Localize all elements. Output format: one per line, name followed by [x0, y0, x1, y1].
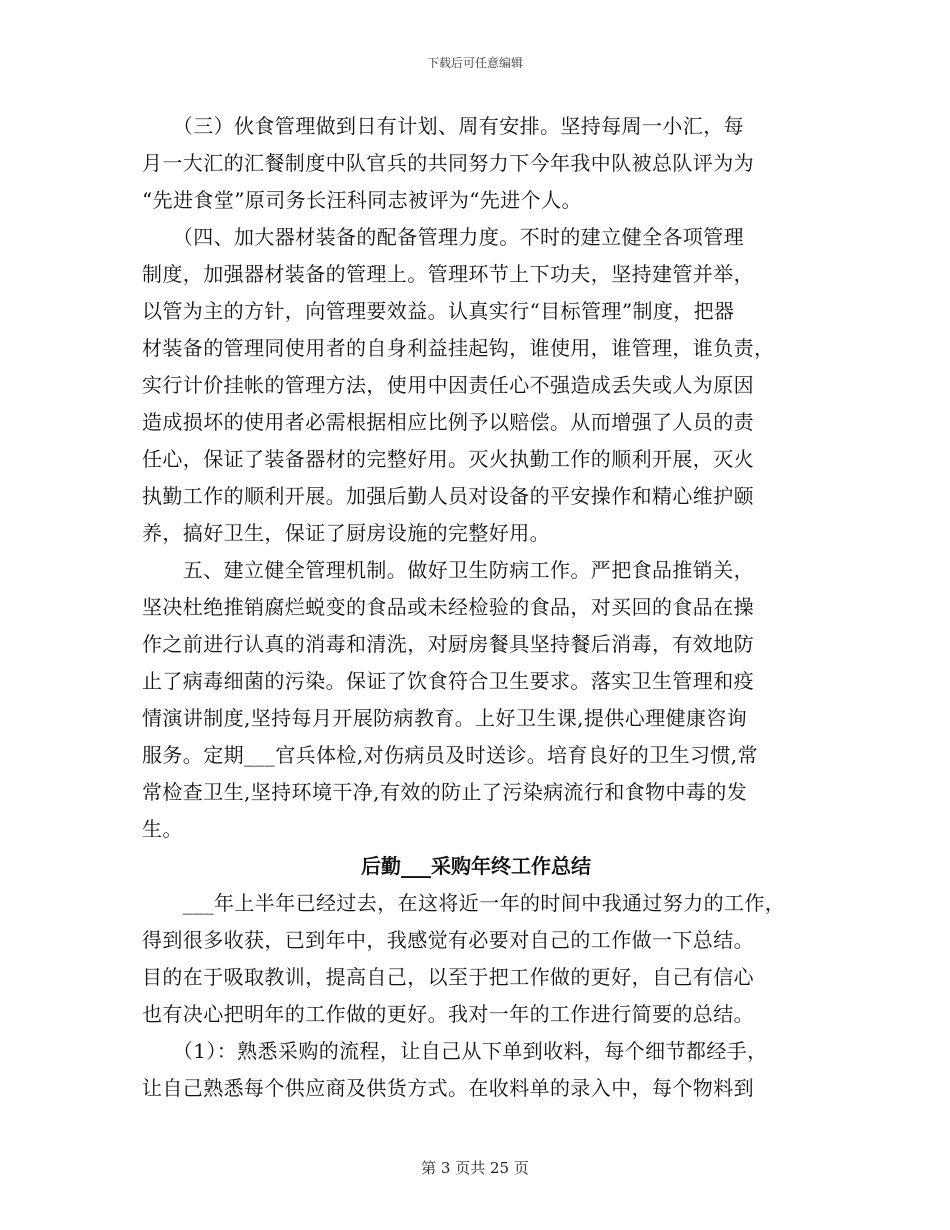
- text-line: 执勤工作的顺利开展。加强后勤人员对设备的平安操作和精心维护颐: [142, 484, 754, 508]
- text-line: （四、加大器材装备的配备管理力度。不时的建立健全各项管理: [142, 225, 744, 249]
- text-line: 以管为主的方针，向管理要效益。认真实行“目标管理”制度，把器: [142, 299, 735, 323]
- text-line: 让自己熟悉每个供应商及供货方式。在收料单的录入中，每个物料到: [142, 1076, 754, 1100]
- text-line: 五、建立健全管理机制。做好卫生防病工作。严把食品推销关，: [142, 558, 754, 582]
- text-line: 得到很多收获，已到年中，我感觉有必要对自己的工作做一下总结。: [142, 928, 754, 952]
- text-line: 实行计价挂帐的管理方法，使用中因责任心不强造成丢失或人为原因: [142, 373, 754, 397]
- text-line: 造成损坏的使用者必需根据相应比例予以赔偿。从而增强了人员的责: [142, 410, 754, 434]
- text-line: 任心，保证了装备器材的完整好用。灭火执勤工作的顺利开展，灭火: [142, 447, 754, 471]
- page-header: 下载后可任意编辑: [426, 56, 523, 70]
- text-line: 材装备的管理同使用者的自身利益挂起钩，谁使用，谁管理，谁负责，: [142, 336, 775, 360]
- document-body: [142, 108, 810, 1107]
- text-line: 情演讲制度,坚持每月开展防病教育。上好卫生课,提供心理健康咨询: [142, 706, 748, 730]
- text-line: 也有决心把明年的工作做的更好。我对一年的工作进行简要的总结。: [142, 1002, 754, 1026]
- page-footer: 第 3 页共 25 页: [421, 1159, 529, 1177]
- text-line: 止了病毒细菌的污染。保证了饮食符合卫生要求。落实卫生管理和疫: [142, 669, 754, 693]
- text-line: 制度，加强器材装备的管理上。管理环节上下功夫，坚持建管并举，: [142, 262, 754, 286]
- text-line: ___年上半年已经过去，在这将近一年的时间中我通过努力的工作，: [142, 891, 786, 915]
- text-line: 目的在于吸取教训，提高自己，以至于把工作做的更好，自己有信心: [142, 965, 754, 989]
- section-title: 后勤___采购年终工作总结: [361, 854, 591, 878]
- text-line: 养，搞好卫生，保证了厨房设施的完整好用。: [142, 521, 550, 545]
- text-line: 坚决杜绝推销腐烂蜕变的食品或未经检验的食品，对买回的食品在操: [142, 595, 754, 619]
- text-line: “先进食堂”原司务长汪科同志被评为“先进个人。: [142, 188, 582, 212]
- text-line: （1）：熟悉采购的流程，让自己从下单到收料，每个细节都经手，: [142, 1039, 768, 1063]
- text-line: 月一大汇的汇餐制度中队官兵的共同努力下今年我中队被总队评为为: [142, 151, 754, 175]
- text-line: （三）伙食管理做到日有计划、周有安排。坚持每周一小汇，每: [142, 114, 744, 138]
- text-line: 作之前进行认真的消毒和清洗，对厨房餐具坚持餐后消毒，有效地防: [142, 632, 754, 656]
- text-line: 服务。定期___官兵体检,对伤病员及时送诊。培育良好的卫生习惯,常: [142, 743, 758, 767]
- text-line: 生。: [142, 817, 183, 841]
- text-line: 常检查卫生,坚持环境干净,有效的防止了污染病流行和食物中毒的发: [142, 780, 748, 804]
